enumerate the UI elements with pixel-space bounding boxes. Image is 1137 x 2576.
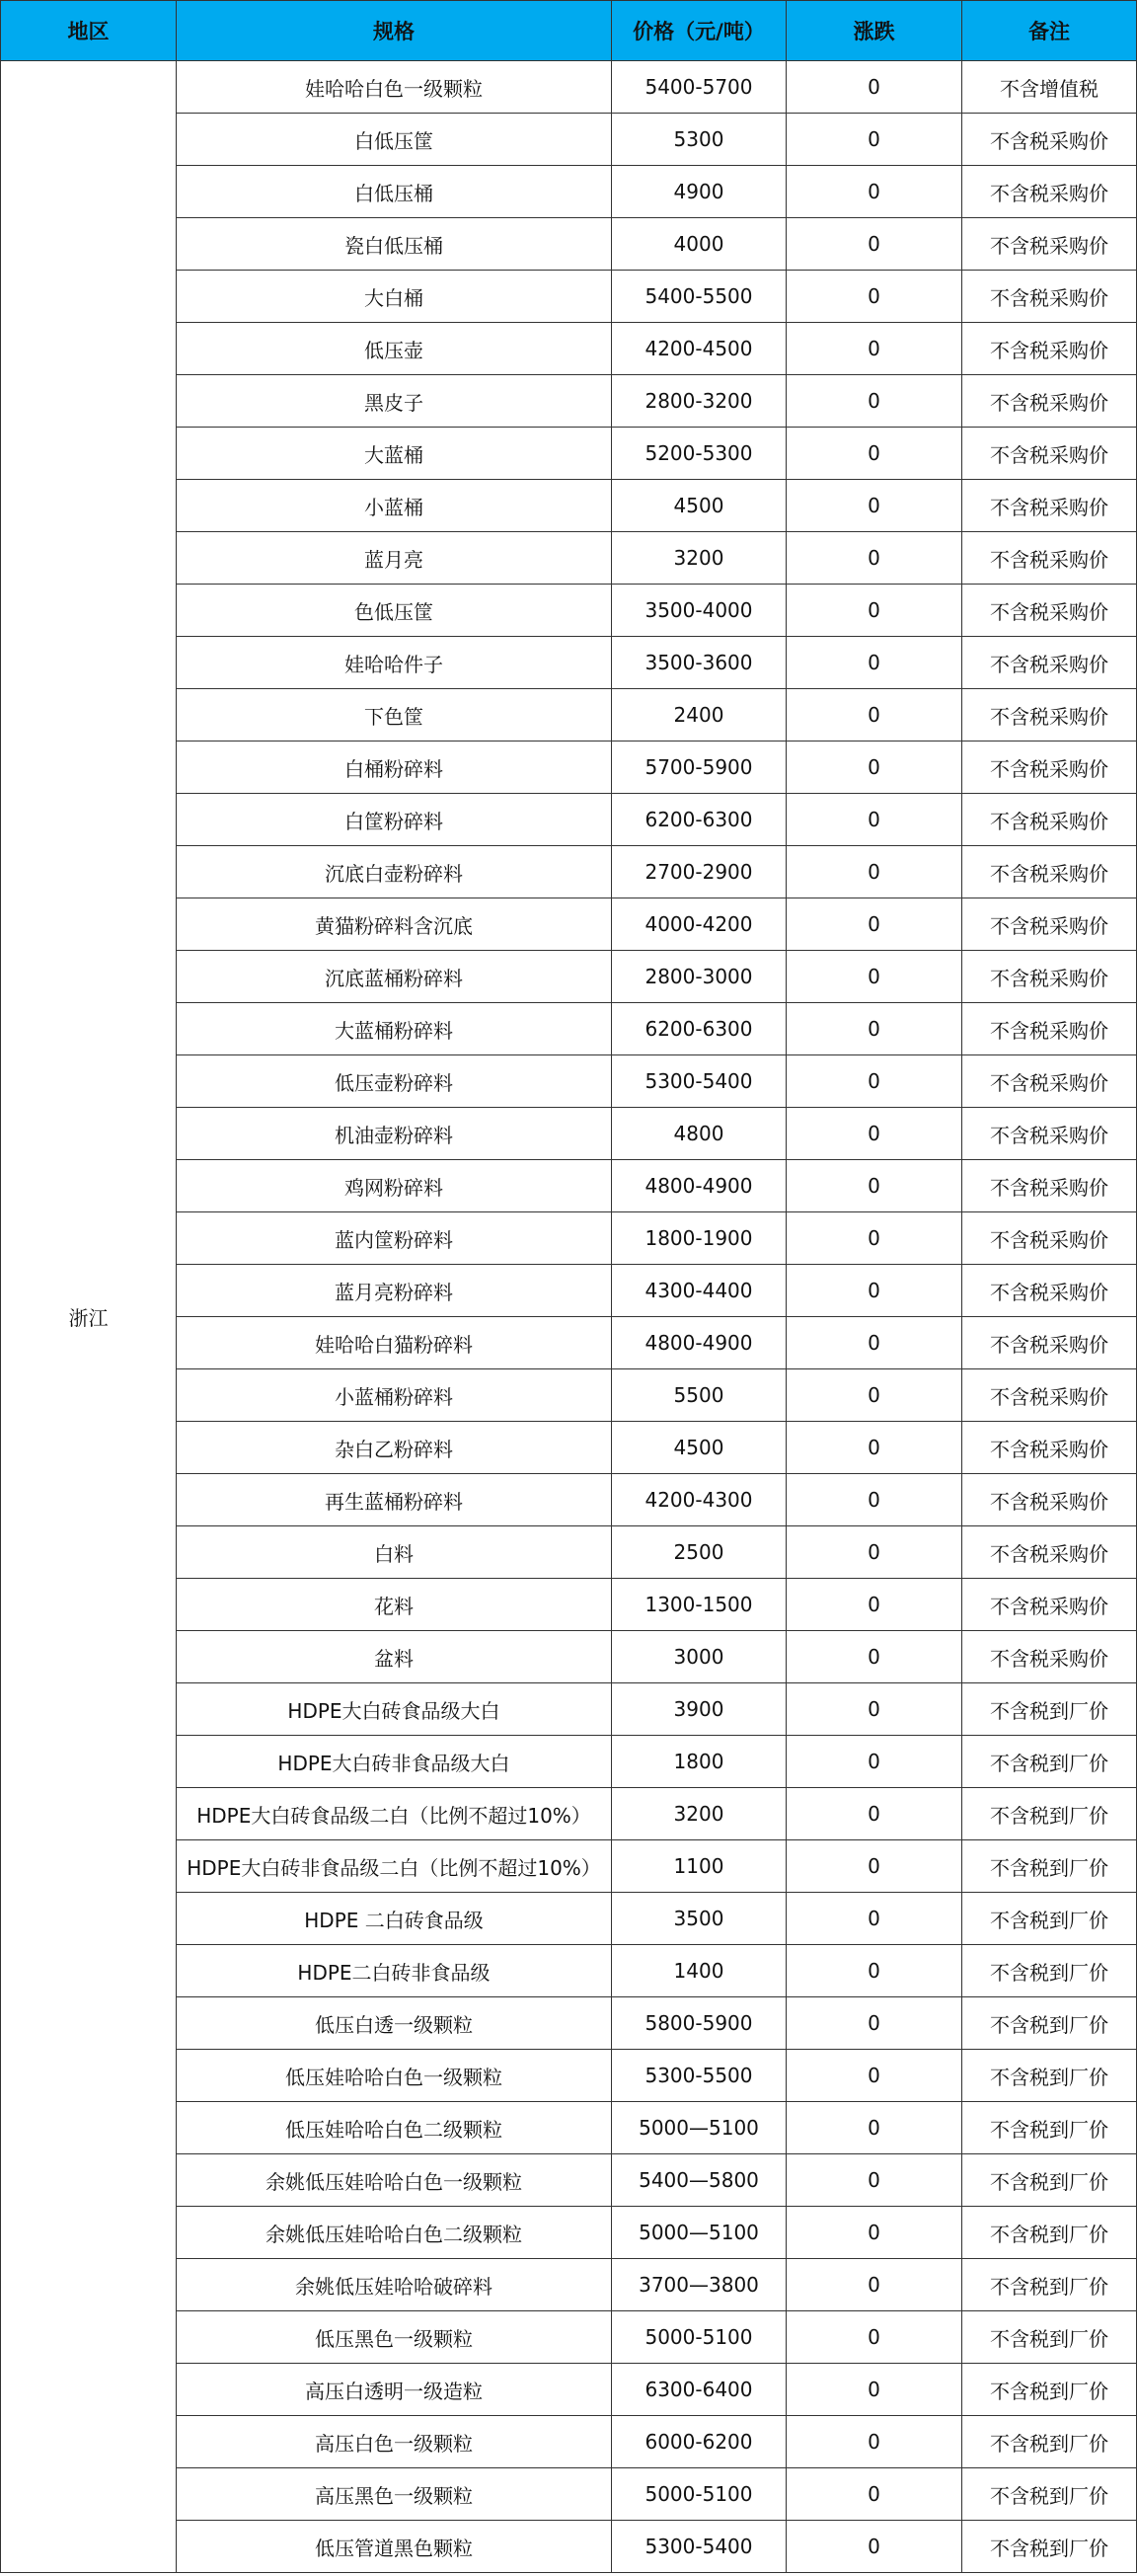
note-cell: 不含税到厂价: [962, 2259, 1137, 2311]
spec-cell: 盆料: [177, 1631, 612, 1683]
note-cell: 不含税采购价: [962, 689, 1137, 742]
spec-cell: 娃哈哈白猫粉碎料: [177, 1317, 612, 1369]
table-header-row: [1, 1, 1137, 61]
spec-cell: 小蓝桶: [177, 480, 612, 532]
change-cell: 0: [787, 846, 962, 898]
price-cell: 3000: [612, 1631, 787, 1683]
note-cell: 不含税到厂价: [962, 2207, 1137, 2259]
note-cell: 不含税到厂价: [962, 1840, 1137, 1893]
note-cell: 不含税到厂价: [962, 1736, 1137, 1788]
spec-cell: 高压白透明一级造粒: [177, 2364, 612, 2416]
price-cell: 3900: [612, 1683, 787, 1736]
note-cell: 不含税采购价: [962, 532, 1137, 585]
change-cell: 0: [787, 218, 962, 271]
spec-cell: 机油壶粉碎料: [177, 1108, 612, 1160]
price-cell: 4800-4900: [612, 1317, 787, 1369]
price-cell: 1800-1900: [612, 1212, 787, 1265]
change-cell: 0: [787, 637, 962, 689]
change-cell: 0: [787, 1108, 962, 1160]
note-cell: 不含税到厂价: [962, 1683, 1137, 1736]
change-cell: 0: [787, 2364, 962, 2416]
note-cell: 不含税到厂价: [962, 2416, 1137, 2468]
price-cell: 5400-5500: [612, 271, 787, 323]
change-cell: 0: [787, 375, 962, 428]
change-cell: 0: [787, 1212, 962, 1265]
price-cell: 5300-5400: [612, 1055, 787, 1108]
price-cell: 5400—5800: [612, 2154, 787, 2207]
change-cell: 0: [787, 532, 962, 585]
change-cell: 0: [787, 2207, 962, 2259]
header-spec: 规格: [177, 1, 612, 61]
note-cell: 不含税采购价: [962, 1212, 1137, 1265]
note-cell: 不含税采购价: [962, 1055, 1137, 1108]
change-cell: 0: [787, 1683, 962, 1736]
change-cell: 0: [787, 480, 962, 532]
spec-cell: 蓝月亮粉碎料: [177, 1265, 612, 1317]
note-cell: 不含税采购价: [962, 951, 1137, 1003]
price-cell: 5300-5500: [612, 2050, 787, 2102]
note-cell: 不含税采购价: [962, 846, 1137, 898]
price-cell: 4800: [612, 1108, 787, 1160]
spec-cell: 沉底蓝桶粉碎料: [177, 951, 612, 1003]
spec-cell: 低压壶粉碎料: [177, 1055, 612, 1108]
price-cell: 5000-5100: [612, 2468, 787, 2521]
spec-cell: 小蓝桶粉碎料: [177, 1369, 612, 1422]
change-cell: 0: [787, 1160, 962, 1212]
region-cell: 浙江: [1, 61, 177, 2573]
header-price: 价格（元/吨）: [612, 1, 787, 61]
note-cell: 不含税采购价: [962, 1317, 1137, 1369]
price-cell: 5800-5900: [612, 1997, 787, 2050]
price-cell: 1800: [612, 1736, 787, 1788]
price-cell: 2800-3200: [612, 375, 787, 428]
change-cell: 0: [787, 2102, 962, 2154]
price-cell: 2400: [612, 689, 787, 742]
change-cell: 0: [787, 2521, 962, 2573]
price-cell: 5700-5900: [612, 742, 787, 794]
header-region: 地区: [1, 1, 177, 61]
spec-cell: 白桶粉碎料: [177, 742, 612, 794]
note-cell: 不含税到厂价: [962, 2311, 1137, 2364]
price-cell: 1300-1500: [612, 1579, 787, 1631]
spec-cell: 大蓝桶粉碎料: [177, 1003, 612, 1055]
price-cell: 4200-4300: [612, 1474, 787, 1526]
change-cell: 0: [787, 1579, 962, 1631]
change-cell: 0: [787, 1003, 962, 1055]
spec-cell: 花料: [177, 1579, 612, 1631]
change-cell: 0: [787, 2050, 962, 2102]
spec-cell: HDPE大白砖食品级二白（比例不超过10%）: [177, 1788, 612, 1840]
price-cell: 5400-5700: [612, 61, 787, 114]
note-cell: 不含税到厂价: [962, 2521, 1137, 2573]
note-cell: 不含税采购价: [962, 218, 1137, 271]
note-cell: 不含税采购价: [962, 742, 1137, 794]
spec-cell: 高压白色一级颗粒: [177, 2416, 612, 2468]
change-cell: 0: [787, 428, 962, 480]
price-cell: 6200-6300: [612, 1003, 787, 1055]
spec-cell: 娃哈哈件子: [177, 637, 612, 689]
price-cell: 3200: [612, 532, 787, 585]
spec-cell: 白筐粉碎料: [177, 794, 612, 846]
spec-cell: 低压娃哈哈白色二级颗粒: [177, 2102, 612, 2154]
spec-cell: 余姚低压娃哈哈白色二级颗粒: [177, 2207, 612, 2259]
change-cell: 0: [787, 61, 962, 114]
spec-cell: 低压娃哈哈白色一级颗粒: [177, 2050, 612, 2102]
spec-cell: 余姚低压娃哈哈白色一级颗粒: [177, 2154, 612, 2207]
spec-cell: 黑皮子: [177, 375, 612, 428]
price-cell: 4500: [612, 1422, 787, 1474]
spec-cell: 下色筐: [177, 689, 612, 742]
table-body: [1, 61, 1137, 2573]
note-cell: 不含税采购价: [962, 1526, 1137, 1579]
change-cell: 0: [787, 1317, 962, 1369]
note-cell: 不含税到厂价: [962, 2364, 1137, 2416]
note-cell: 不含税采购价: [962, 1579, 1137, 1631]
price-cell: 6000-6200: [612, 2416, 787, 2468]
change-cell: 0: [787, 1631, 962, 1683]
note-cell: 不含税采购价: [962, 166, 1137, 218]
note-cell: 不含税采购价: [962, 585, 1137, 637]
note-cell: 不含税采购价: [962, 1108, 1137, 1160]
change-cell: 0: [787, 1055, 962, 1108]
spec-cell: 黄猫粉碎料含沉底: [177, 898, 612, 951]
spec-cell: 高压黑色一级颗粒: [177, 2468, 612, 2521]
change-cell: 0: [787, 898, 962, 951]
spec-cell: HDPE二白砖非食品级: [177, 1945, 612, 1997]
spec-cell: HDPE 二白砖食品级: [177, 1893, 612, 1945]
note-cell: 不含税到厂价: [962, 1997, 1137, 2050]
spec-cell: 白料: [177, 1526, 612, 1579]
spec-cell: HDPE大白砖非食品级大白: [177, 1736, 612, 1788]
change-cell: 0: [787, 1840, 962, 1893]
change-cell: 0: [787, 1265, 962, 1317]
note-cell: 不含税到厂价: [962, 2050, 1137, 2102]
spec-cell: 色低压筐: [177, 585, 612, 637]
spec-cell: HDPE大白砖非食品级二白（比例不超过10%）: [177, 1840, 612, 1893]
price-cell: 5000-5100: [612, 2311, 787, 2364]
price-cell: 2700-2900: [612, 846, 787, 898]
price-cell: 3500: [612, 1893, 787, 1945]
price-cell: 4000-4200: [612, 898, 787, 951]
price-cell: 4300-4400: [612, 1265, 787, 1317]
price-cell: 4500: [612, 480, 787, 532]
price-cell: 4800-4900: [612, 1160, 787, 1212]
price-cell: 3700—3800: [612, 2259, 787, 2311]
note-cell: 不含税到厂价: [962, 2468, 1137, 2521]
spec-cell: 低压黑色一级颗粒: [177, 2311, 612, 2364]
spec-cell: 娃哈哈白色一级颗粒: [177, 61, 612, 114]
spec-cell: 瓷白低压桶: [177, 218, 612, 271]
table-row: [1, 61, 1137, 114]
note-cell: 不含增值税: [962, 61, 1137, 114]
price-cell: 5500: [612, 1369, 787, 1422]
note-cell: 不含税采购价: [962, 1474, 1137, 1526]
change-cell: 0: [787, 323, 962, 375]
price-cell: 4000: [612, 218, 787, 271]
spec-cell: 蓝内筐粉碎料: [177, 1212, 612, 1265]
price-cell: 4900: [612, 166, 787, 218]
spec-cell: HDPE大白砖食品级大白: [177, 1683, 612, 1736]
change-cell: 0: [787, 585, 962, 637]
change-cell: 0: [787, 1474, 962, 1526]
change-cell: 0: [787, 2416, 962, 2468]
note-cell: 不含税采购价: [962, 271, 1137, 323]
spec-cell: 大蓝桶: [177, 428, 612, 480]
change-cell: 0: [787, 1788, 962, 1840]
spec-cell: 大白桶: [177, 271, 612, 323]
note-cell: 不含税采购价: [962, 898, 1137, 951]
note-cell: 不含税采购价: [962, 637, 1137, 689]
price-cell: 3500-4000: [612, 585, 787, 637]
change-cell: 0: [787, 166, 962, 218]
price-cell: 5300: [612, 114, 787, 166]
note-cell: 不含税采购价: [962, 323, 1137, 375]
note-cell: 不含税采购价: [962, 114, 1137, 166]
note-cell: 不含税到厂价: [962, 1893, 1137, 1945]
note-cell: 不含税到厂价: [962, 1945, 1137, 1997]
note-cell: 不含税采购价: [962, 794, 1137, 846]
change-cell: 0: [787, 1893, 962, 1945]
spec-cell: 余姚低压娃哈哈破碎料: [177, 2259, 612, 2311]
price-cell: 5300-5400: [612, 2521, 787, 2573]
note-cell: 不含税采购价: [962, 428, 1137, 480]
price-cell: 6200-6300: [612, 794, 787, 846]
note-cell: 不含税采购价: [962, 1369, 1137, 1422]
change-cell: 0: [787, 2468, 962, 2521]
spec-cell: 沉底白壶粉碎料: [177, 846, 612, 898]
note-cell: 不含税采购价: [962, 1265, 1137, 1317]
price-cell: 5200-5300: [612, 428, 787, 480]
price-cell: 3500-3600: [612, 637, 787, 689]
change-cell: 0: [787, 1526, 962, 1579]
price-cell: 3200: [612, 1788, 787, 1840]
note-cell: 不含税到厂价: [962, 2154, 1137, 2207]
price-cell: 4200-4500: [612, 323, 787, 375]
spec-cell: 白低压桶: [177, 166, 612, 218]
change-cell: 0: [787, 1422, 962, 1474]
change-cell: 0: [787, 794, 962, 846]
price-cell: 6300-6400: [612, 2364, 787, 2416]
change-cell: 0: [787, 951, 962, 1003]
price-cell: 5000—5100: [612, 2102, 787, 2154]
spec-cell: 低压管道黑色颗粒: [177, 2521, 612, 2573]
change-cell: 0: [787, 1369, 962, 1422]
change-cell: 0: [787, 1736, 962, 1788]
note-cell: 不含税采购价: [962, 375, 1137, 428]
change-cell: 0: [787, 271, 962, 323]
note-cell: 不含税采购价: [962, 1422, 1137, 1474]
note-cell: 不含税到厂价: [962, 2102, 1137, 2154]
note-cell: 不含税采购价: [962, 1631, 1137, 1683]
change-cell: 0: [787, 2259, 962, 2311]
header-note: 备注: [962, 1, 1137, 61]
price-cell: 5000—5100: [612, 2207, 787, 2259]
note-cell: 不含税采购价: [962, 1160, 1137, 1212]
price-cell: 2500: [612, 1526, 787, 1579]
change-cell: 0: [787, 689, 962, 742]
note-cell: 不含税采购价: [962, 1003, 1137, 1055]
change-cell: 0: [787, 2311, 962, 2364]
spec-cell: 低压壶: [177, 323, 612, 375]
change-cell: 0: [787, 742, 962, 794]
price-cell: 1400: [612, 1945, 787, 1997]
spec-cell: 白低压筐: [177, 114, 612, 166]
price-cell: 2800-3000: [612, 951, 787, 1003]
note-cell: 不含税采购价: [962, 480, 1137, 532]
change-cell: 0: [787, 1945, 962, 1997]
spec-cell: 鸡网粉碎料: [177, 1160, 612, 1212]
spec-cell: 低压白透一级颗粒: [177, 1997, 612, 2050]
change-cell: 0: [787, 1997, 962, 2050]
spec-cell: 杂白乙粉碎料: [177, 1422, 612, 1474]
note-cell: 不含税到厂价: [962, 1788, 1137, 1840]
change-cell: 0: [787, 2154, 962, 2207]
price-cell: 1100: [612, 1840, 787, 1893]
spec-cell: 再生蓝桶粉碎料: [177, 1474, 612, 1526]
change-cell: 0: [787, 114, 962, 166]
header-change: 涨跌: [787, 1, 962, 61]
spec-cell: 蓝月亮: [177, 532, 612, 585]
